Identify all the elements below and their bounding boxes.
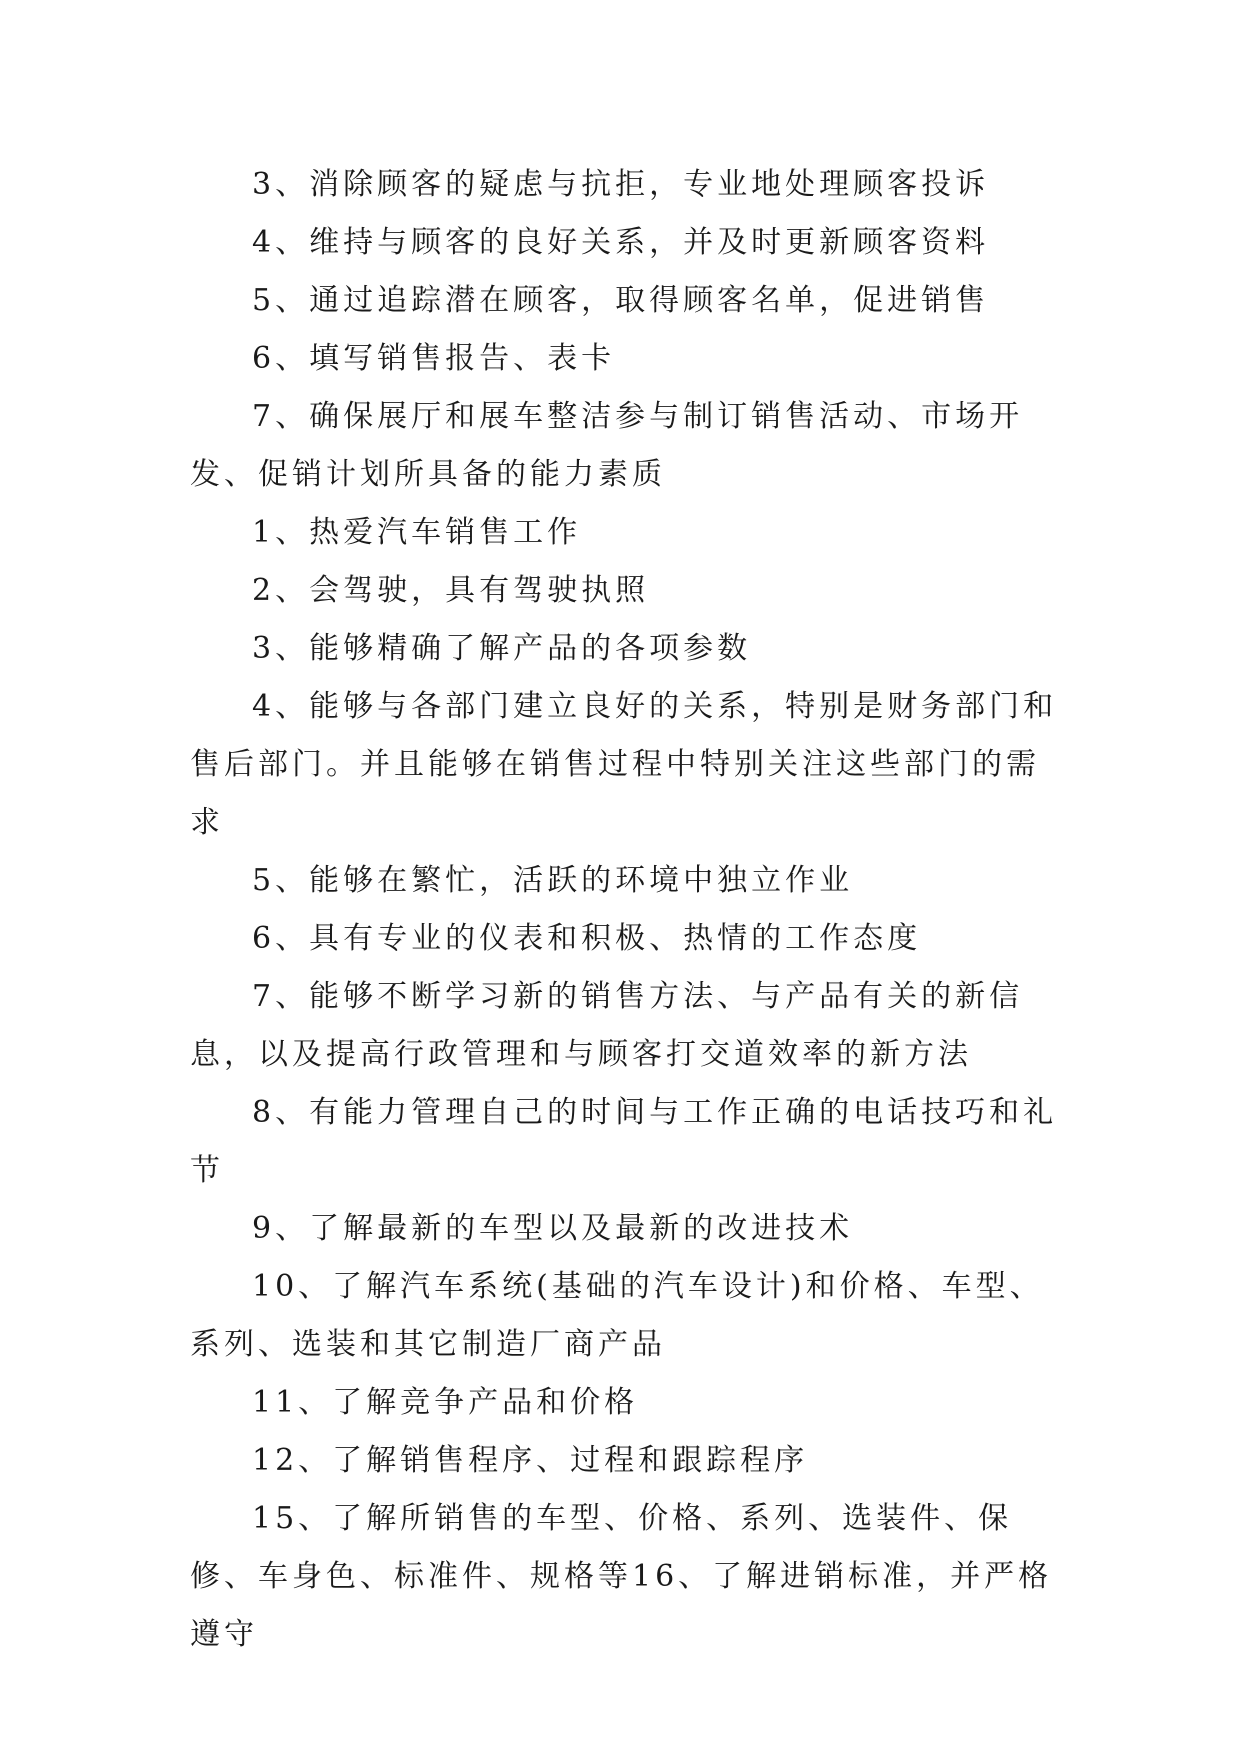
paragraph: 2、会驾驶，具有驾驶执照 bbox=[252, 573, 650, 608]
paragraph: 7、确保展厅和展车整洁参与制订销售活动、市场开发、促销计划所具备的能力素质 bbox=[190, 399, 1024, 492]
paragraph: 6、填写销售报告、表卡 bbox=[252, 341, 616, 376]
paragraph: 4、维持与顾客的良好关系，并及时更新顾客资料 bbox=[252, 225, 990, 260]
paragraph: 9、了解最新的车型以及最新的改进技术 bbox=[252, 1211, 854, 1246]
paragraph: 15、了解所销售的车型、价格、系列、选装件、保修、车身色、标准件、规格等16、了解进销标准，并严格遵守 bbox=[190, 1501, 1053, 1652]
paragraph: 4、能够与各部门建立良好的关系，特别是财务部门和售后部门。并且能够在销售过程中特别关注这些部门的需求 bbox=[190, 689, 1058, 840]
paragraph: 6、具有专业的仪表和积极、热情的工作态度 bbox=[252, 921, 922, 956]
document-body bbox=[190, 156, 1070, 1664]
paragraph: 11、了解竞争产品和价格 bbox=[252, 1385, 639, 1420]
paragraph: 1、热爱汽车销售工作 bbox=[252, 515, 582, 550]
paragraph: 3、消除顾客的疑虑与抗拒，专业地处理顾客投诉 bbox=[252, 167, 990, 202]
paragraph: 8、有能力管理自己的时间与工作正确的电话技巧和礼节 bbox=[190, 1095, 1058, 1188]
paragraph: 5、通过追踪潜在顾客，取得顾客名单，促进销售 bbox=[252, 283, 990, 318]
paragraph: 5、能够在繁忙，活跃的环境中独立作业 bbox=[252, 863, 854, 898]
paragraph: 7、能够不断学习新的销售方法、与产品有关的新信息，以及提高行政管理和与顾客打交道效率的新方法 bbox=[190, 979, 1024, 1072]
paragraph: 12、了解销售程序、过程和跟踪程序 bbox=[252, 1443, 809, 1478]
paragraph: 3、能够精确了解产品的各项参数 bbox=[252, 631, 752, 666]
paragraph: 10、了解汽车系统(基础的汽车设计)和价格、车型、系列、选装和其它制造厂商产品 bbox=[190, 1269, 1044, 1362]
